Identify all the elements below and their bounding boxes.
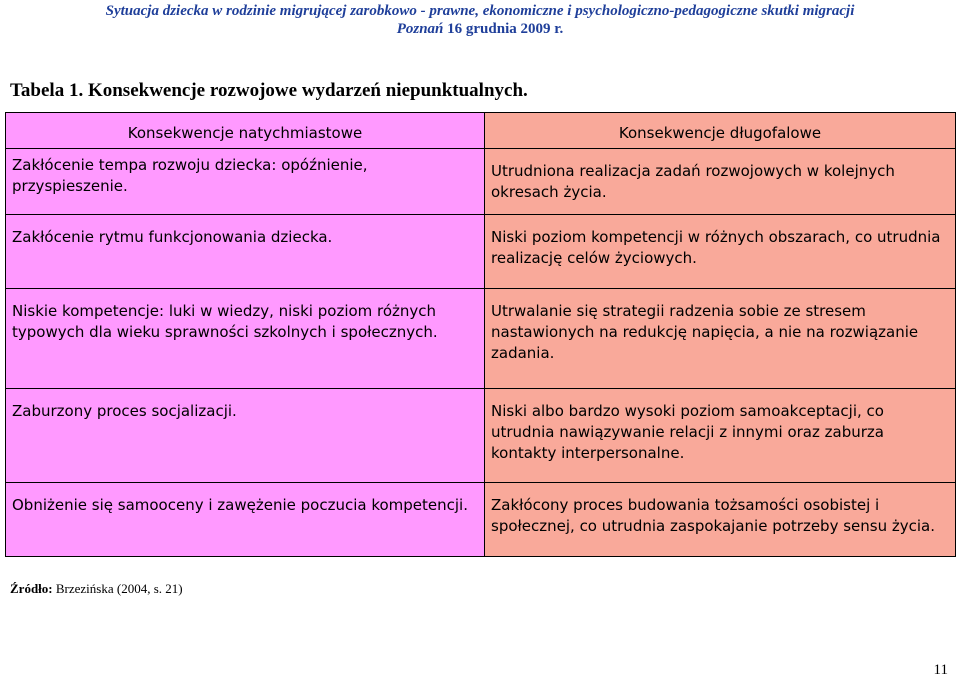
header-place: Poznań [396, 21, 444, 37]
header-date-line [0, 20, 960, 38]
table-title: Tabela 1. Konsekwencje rozwojowe wydarzeń niepunktualnych. [10, 80, 528, 101]
consequences-table [5, 112, 956, 557]
table-row [6, 149, 956, 215]
immediate-cell: Zakłócenie rytmu funkcjonowania dziecka. [6, 215, 485, 289]
long-term-cell: Utrwalanie się strategii radzenia sobie ze stresem nastawionych na redukcję napięcia, a nie na rozwiązanie zadania. [485, 289, 956, 389]
source-label: Źródło: [10, 581, 53, 596]
source-note [10, 581, 183, 597]
table-row [6, 389, 956, 483]
header-title: Sytuacja dziecka w rodzinie migrującej zarobkowo - prawne, ekonomiczne i psychologiczno-pedagogiczne skutki migracji [105, 3, 855, 19]
header-date: 16 grudnia 2009 r. [443, 21, 564, 37]
column-header-long-term: Konsekwencje długofalowe [485, 113, 956, 149]
column-header-immediate: Konsekwencje natychmiastowe [6, 113, 485, 149]
long-term-cell: Niski albo bardzo wysoki poziom samoakceptacji, co utrudnia nawiązywanie relacji z innymi oraz zaburza kontakty interpersonalne. [485, 389, 956, 483]
page-number: 11 [933, 662, 948, 678]
immediate-cell: Zaburzony proces socjalizacji. [6, 389, 485, 483]
immediate-cell: Obniżenie się samooceny i zawężenie poczucia kompetencji. [6, 483, 485, 557]
long-term-cell: Niski poziom kompetencji w różnych obszarach, co utrudnia realizację celów życiowych. [485, 215, 956, 289]
table-header-row [6, 113, 956, 149]
immediate-cell: Niskie kompetencje: luki w wiedzy, niski poziom różnych typowych dla wieku sprawności szkolnych i społecznych. [6, 289, 485, 389]
long-term-cell: Utrudniona realizacja zadań rozwojowych w kolejnych okresach życia. [485, 149, 956, 215]
immediate-cell: Zakłócenie tempa rozwoju dziecka: opóźnienie, przyspieszenie. [6, 149, 485, 215]
table-row [6, 289, 956, 389]
table-row [6, 215, 956, 289]
long-term-cell: Zakłócony proces budowania tożsamości osobistej i społecznej, co utrudnia zaspokajanie potrzeby sensu życia. [485, 483, 956, 557]
source-text: Brzezińska (2004, s. 21) [52, 581, 183, 596]
document-header [0, 0, 960, 38]
table-row [6, 483, 956, 557]
